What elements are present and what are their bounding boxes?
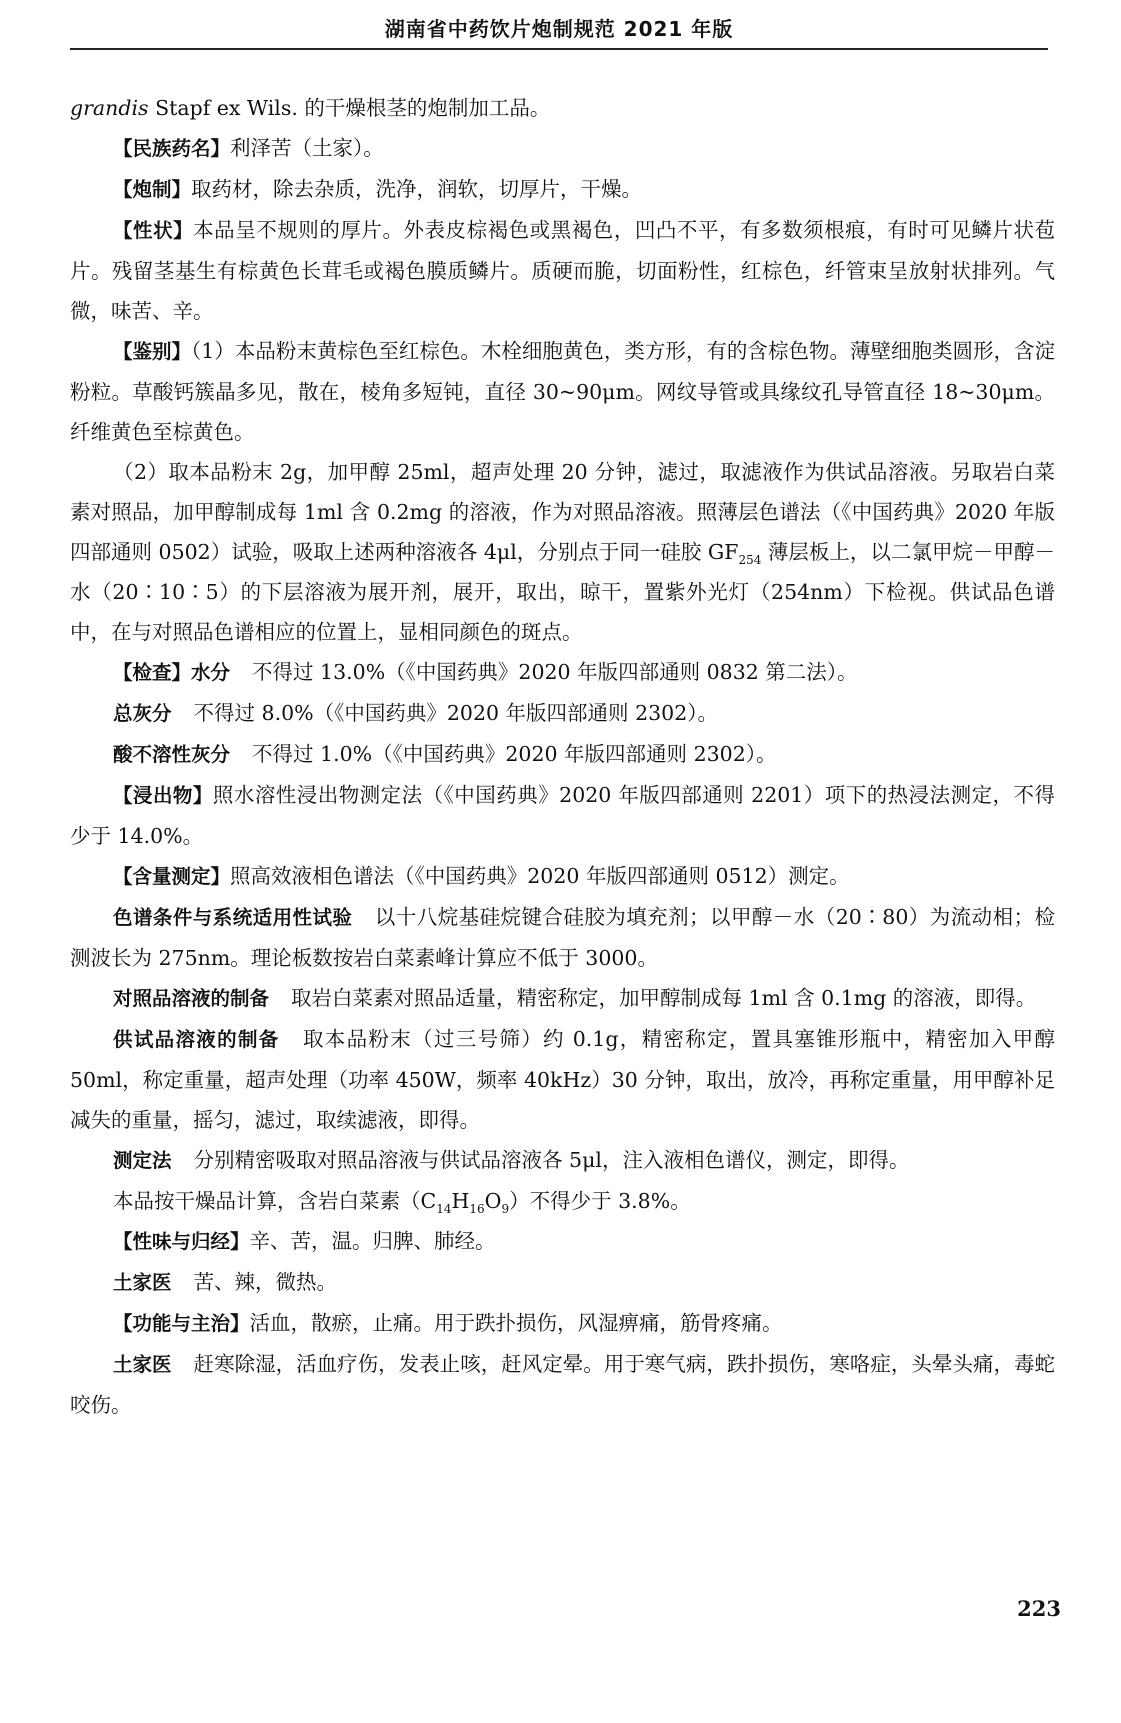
function-label: 【功能与主治】: [113, 1312, 250, 1335]
page-body: [70, 88, 1055, 1425]
method-paragraph: [70, 1140, 1055, 1181]
formula-h: H: [451, 1189, 470, 1213]
function-tujia-label: 土家医: [113, 1353, 172, 1376]
function-tujia-paragraph: [70, 1344, 1055, 1425]
ash-text: 不得过 8.0%（《中国药典》2020 年版四部通则 2302）。: [193, 701, 718, 725]
identification-paragraph-1: [70, 331, 1055, 452]
page-number: 223: [1017, 1596, 1061, 1621]
formula-sub-c: 14: [436, 1202, 452, 1217]
reference-solution-paragraph: [70, 978, 1055, 1019]
formula-o: O: [484, 1189, 502, 1213]
inspection-ash-paragraph: [70, 693, 1055, 734]
inspection-label: 【检查】: [113, 661, 192, 684]
header-title: 湖南省中药饮片炮制规范 2021 年版: [384, 17, 734, 41]
method-label: 测定法: [113, 1149, 172, 1172]
nature-tujia-label: 土家医: [113, 1271, 172, 1294]
function-paragraph: [70, 1303, 1055, 1344]
assay-text: 照高效液相色谱法（《中国药典》2020 年版四部通则 0512）测定。: [230, 864, 850, 888]
identification-text-2b: 薄层板上，以二氯甲烷－甲醇－水（20∶10∶5）的下层溶液为展开剂，展开，取出，晾干，置紫外光灯（254nm）下检视。供试品色谱中，在与对照品色谱相应的位置上，显相同颜色的斑点。: [70, 540, 1055, 644]
conditions-text: 以十八烷基硅烷键合硅胶为填充剂；以甲醇－水（20∶80）为流动相；检测波长为 275nm。理论板数按岩白菜素峰计算应不低于 3000。: [70, 905, 1055, 970]
nature-paragraph: [70, 1221, 1055, 1262]
intro-paragraph: [70, 88, 1055, 128]
chromatography-conditions-paragraph: [70, 897, 1055, 978]
processing-text: 取药材，除去杂质，洗净，润软，切厚片，干燥。: [191, 177, 643, 201]
ethnic-name-label: 【民族药名】: [113, 137, 231, 160]
nature-tujia-text: 苦、辣，微热。: [193, 1270, 338, 1294]
test-solution-paragraph: [70, 1019, 1055, 1140]
function-tujia-text: 赶寒除湿，活血疗伤，发表止咳，赶风定晕。用于寒气病，跌扑损伤，寒咯症，头晕头痛，毒蛇咬伤。: [70, 1352, 1055, 1417]
extract-paragraph: [70, 775, 1055, 856]
latin-epithet: grandis: [70, 96, 149, 120]
extract-label: 【浸出物】: [113, 784, 213, 807]
water-text: 不得过 13.0%（《中国药典》2020 年版四部通则 0832 第二法）。: [252, 660, 858, 684]
intro-text: Stapf ex Wils. 的干燥根茎的炮制加工品。: [148, 96, 551, 120]
page-header: [70, 12, 1048, 50]
reference-solution-label: 对照品溶液的制备: [113, 987, 270, 1010]
result-text-b: ）不得少于 3.8%。: [509, 1189, 691, 1213]
character-text: 本品呈不规则的厚片。外表皮棕褐色或黑褐色，凹凸不平，有多数须根痕，有时可见鳞片状苞片。残留茎基生有棕黄色长茸毛或褐色膜质鳞片。质硬而脆，切面粉性，红棕色，纤管束呈放射状排列。气微，味苦、辛。: [70, 218, 1055, 323]
identification-text-2a: （2）取本品粉末 2g，加甲醇 25ml，超声处理 20 分钟，滤过，取滤液作为供试品溶液。另取岩白菜素对照品，加甲醇制成每 1ml 含 0.2mg 的溶液，作为对照品溶液。照薄层色谱法（《中国药典》2020 年版四部通则 0502）试验，吸取上述两种溶液各 4μl，分别点于同一硅胶 GF: [70, 460, 1055, 564]
nature-tujia-paragraph: [70, 1262, 1055, 1303]
character-paragraph: [70, 210, 1055, 331]
test-solution-text: 取本品粉末（过三号筛）约 0.1g，精密称定，置具塞锥形瓶中，精密加入甲醇 50ml，称定重量，超声处理（功率 450W，频率 40kHz）30 分钟，取出，放冷，再称定重量，用甲醇补足减失的重量，摇匀，滤过，取续滤液，即得。: [70, 1027, 1055, 1132]
character-label: 【性状】: [113, 219, 194, 242]
ash-label: 总灰分: [113, 702, 172, 725]
content-result-paragraph: [70, 1181, 1055, 1221]
acid-ash-text: 不得过 1.0%（《中国药典》2020 年版四部通则 2302）。: [252, 742, 777, 766]
conditions-label: 色谱条件与系统适用性试验: [113, 906, 353, 929]
identification-paragraph-2: [70, 452, 1055, 652]
reference-solution-text: 取岩白菜素对照品适量，精密称定，加甲醇制成每 1ml 含 0.1mg 的溶液，即得。: [291, 986, 1037, 1010]
formula-sub-o: 9: [501, 1202, 510, 1217]
inspection-water-paragraph: [70, 652, 1055, 693]
processing-label: 【炮制】: [113, 178, 192, 201]
formula-sub-h: 16: [469, 1202, 485, 1217]
extract-text: 照水溶性浸出物测定法（《中国药典》2020 年版四部通则 2201）项下的热浸法测定，不得少于 14.0%。: [70, 783, 1055, 848]
assay-paragraph: [70, 856, 1055, 897]
assay-label: 【含量测定】: [113, 865, 231, 888]
identification-text-1: （1）本品粉末黄棕色至红棕色。木栓细胞黄色，类方形，有的含棕色物。薄壁细胞类圆形，含淀粉粒。草酸钙簇晶多见，散在，棱角多短钝，直径 30~90μm。网纹导管或具缘纹孔导管直径 18~30μm。纤维黄色至棕黄色。: [70, 339, 1055, 444]
nature-label: 【性味与归经】: [113, 1230, 250, 1253]
test-solution-label: 供试品溶液的制备: [113, 1028, 280, 1051]
ethnic-name-text: 利泽苦（土家）。: [230, 136, 384, 160]
acid-ash-label: 酸不溶性灰分: [113, 743, 231, 766]
water-label: 水分: [191, 661, 231, 684]
function-text: 活血，散瘀，止痛。用于跌扑损伤，风湿痹痛，筋骨疼痛。: [249, 1311, 783, 1335]
gf-subscript: 254: [738, 553, 762, 568]
processing-paragraph: [70, 169, 1055, 210]
identification-label: 【鉴别】: [113, 340, 192, 363]
ethnic-name-paragraph: [70, 128, 1055, 169]
nature-text: 辛、苦，温。归脾、肺经。: [249, 1229, 496, 1253]
inspection-acid-paragraph: [70, 734, 1055, 775]
result-text-a: 本品按干燥品计算，含岩白菜素（C: [113, 1189, 437, 1213]
method-text: 分别精密吸取对照品溶液与供试品溶液各 5μl，注入液相色谱仪，测定，即得。: [193, 1148, 910, 1172]
